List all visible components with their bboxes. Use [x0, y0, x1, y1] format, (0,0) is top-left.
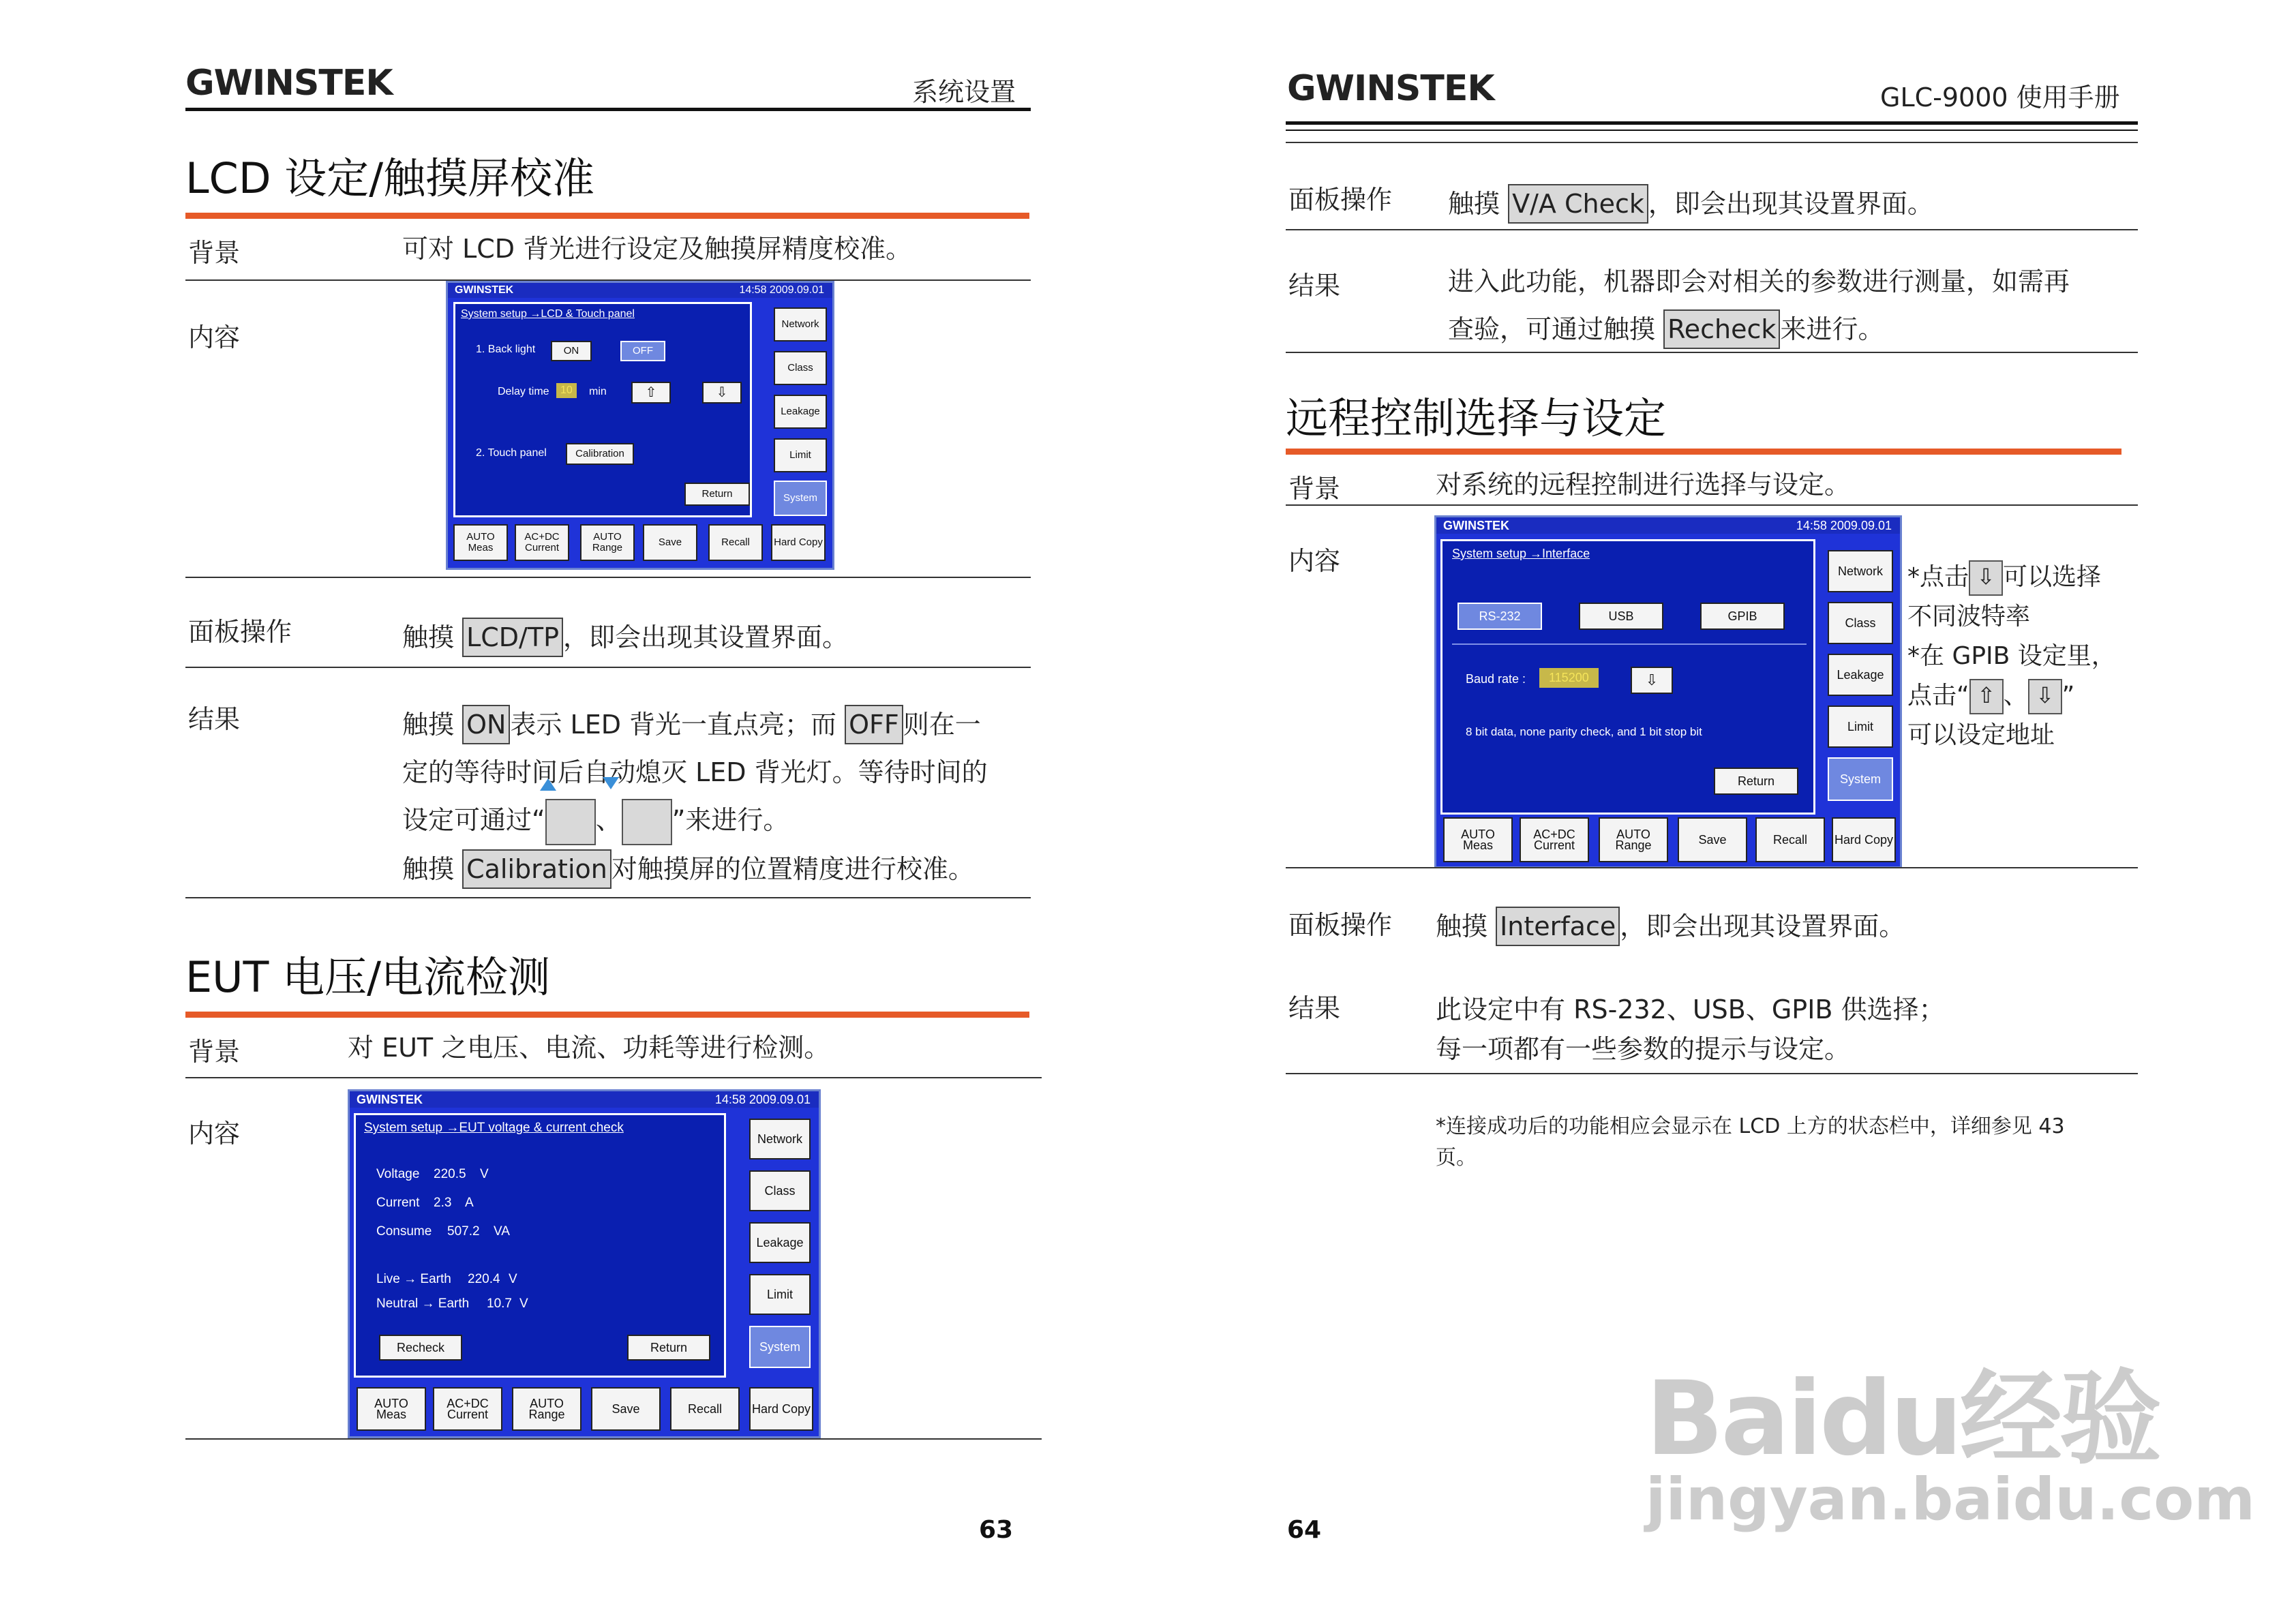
label-content-2: 内容	[188, 1119, 241, 1149]
va-check-key: V/A Check	[1508, 184, 1648, 224]
breadcrumb: System setup →LCD & Touch panel	[461, 308, 635, 320]
recheck-key: Recheck	[1663, 309, 1780, 349]
up-arrow-key	[545, 799, 596, 845]
bottom-auto-range-button-2[interactable]: AUTO Range	[512, 1387, 581, 1431]
label-content-3: 内容	[1288, 546, 1341, 576]
down-key-icon-2: ⇩	[2028, 679, 2062, 714]
section-title-eut: EUT 电压/电流检测	[185, 952, 551, 1002]
side-limit-button-3[interactable]: Limit	[1828, 706, 1893, 748]
side-class-button[interactable]: Class	[774, 351, 827, 385]
background-text-2: 对 EUT 之电压、电流、功耗等进行检测。	[348, 1033, 830, 1063]
page-header-right: GLC-9000 使用手册	[1880, 82, 2120, 112]
result-text-3: 此设定中有 RS-232、USB、GPIB 供选择； 每一项都有一些参数的提示与设定。	[1436, 995, 1945, 1064]
side-class-button-2[interactable]: Class	[749, 1170, 811, 1211]
background-text-3: 对系统的远程控制进行选择与设定。	[1436, 470, 1851, 500]
footnote: *连接成功后的功能相应会显示在 LCD 上方的状态栏中，详细参见 43 页。	[1436, 1114, 2065, 1170]
screen-status-bar	[448, 283, 832, 298]
side-network-button[interactable]: Network	[774, 307, 827, 342]
lcd-touch-screen	[446, 281, 834, 570]
recheck-button[interactable]: Recheck	[379, 1335, 462, 1361]
section-title-lcd: LCD 设定/触摸屏校准	[185, 153, 595, 203]
bottom-auto-meas-button-3[interactable]: AUTO Meas	[1443, 817, 1513, 862]
down-arrow-icon	[603, 777, 619, 789]
brand-logo-right: GWINSTEK	[1287, 68, 1494, 109]
side-leakage-button[interactable]: Leakage	[774, 395, 827, 429]
backlight-off-button[interactable]: OFF	[620, 341, 665, 361]
delay-unit: min	[589, 386, 607, 397]
eut-screen: GWINSTEK 14:58 2009.09.01 System setup →EUT voltage & current check Voltage 220.5 V Current 2.3 A Consume 507.2 VA Live → Earth 220.4 V Neutral → Earth 10.7 V Recheck Return Network Class Leakage Limit System AUTO Meas AC+DC Current AUTO Range Save Recall Hard Copy	[348, 1089, 821, 1438]
bottom-acdc-button[interactable]: AC+DC Current	[515, 524, 569, 561]
bottom-auto-range-button-3[interactable]: AUTO Range	[1599, 817, 1668, 862]
bottom-hard-copy-button[interactable]: Hard Copy	[771, 524, 826, 561]
screen-time: 14:58 2009.09.01	[739, 284, 824, 296]
bottom-hard-copy-button-2[interactable]: Hard Copy	[749, 1387, 813, 1431]
side-system-button[interactable]: System	[774, 481, 827, 516]
backlight-label: 1. Back light	[476, 344, 536, 355]
bottom-hard-copy-button-3[interactable]: Hard Copy	[1832, 817, 1896, 862]
bottom-auto-meas-button[interactable]: AUTO Meas	[453, 524, 508, 561]
breadcrumb-3: System setup →Interface	[1452, 547, 1590, 560]
current-value: 2.3	[434, 1196, 452, 1210]
label-content: 内容	[188, 322, 241, 352]
side-leakage-button-2[interactable]: Leakage	[749, 1222, 811, 1263]
bottom-auto-range-button[interactable]: AUTO Range	[580, 524, 635, 561]
touch-panel-label: 2. Touch panel	[476, 447, 547, 459]
page-number-left: 63	[979, 1516, 1014, 1544]
neutral-earth-value: 10.7	[487, 1296, 512, 1311]
baud-down-button[interactable]: ⇩	[1631, 667, 1673, 694]
side-class-button-3[interactable]: Class	[1828, 602, 1893, 644]
brand-logo: GWINSTEK	[185, 63, 393, 104]
return-button-3[interactable]: Return	[1714, 768, 1798, 795]
label-background-3: 背景	[1288, 474, 1341, 504]
page-number-right: 64	[1287, 1516, 1322, 1544]
bottom-save-button-3[interactable]: Save	[1678, 817, 1747, 862]
up-arrow-icon	[540, 778, 556, 791]
result-text: 触摸 ON 表示 LED 背光一直点亮；而 OFF 则在一 定的等待时间后自动熄灭 LED 背光灯。等待时间的 设定可通过“ 、 ”来进行。 触摸 Calibration 对触摸屏的位置精度进行校准。	[402, 701, 1043, 893]
side-notes: *点击 ⇩ 可以选择 不同波特率 *在 GPIB 设定里， 点击“ ⇧ 、 ⇩ ” 可以设定地址	[1907, 558, 2139, 755]
label-result-3: 结果	[1288, 993, 1341, 1023]
voltage-value: 220.5	[434, 1167, 466, 1181]
label-result: 结果	[188, 704, 241, 734]
calibration-button[interactable]: Calibration	[566, 443, 634, 465]
panel-op-text-right: 触摸 V/A Check ，即会出现其设置界面。	[1448, 180, 1933, 228]
backlight-on-button[interactable]: ON	[551, 341, 592, 361]
return-button-2[interactable]: Return	[627, 1335, 710, 1361]
interface-key: Interface	[1496, 907, 1620, 946]
label-background: 背景	[188, 238, 241, 268]
section-title-remote: 远程控制选择与设定	[1286, 393, 1667, 443]
panel-op-text-3: 触摸 Interface ，即会出现其设置界面。	[1436, 902, 1905, 950]
side-system-button-3[interactable]: System	[1828, 757, 1893, 801]
bottom-recall-button[interactable]: Recall	[708, 524, 763, 561]
label-result-right: 结果	[1288, 271, 1341, 301]
side-system-button-2[interactable]: System	[749, 1326, 811, 1368]
up-key-icon: ⇧	[1969, 679, 2004, 714]
lcd-tp-key: LCD/TP	[462, 618, 563, 657]
delay-up-button[interactable]: ⇧	[631, 382, 671, 404]
interface-screen: GWINSTEK 14:58 2009.09.01 System setup →Interface RS-232 USB GPIB Baud rate : 115200 ⇩ 8 bit data, none parity check, and 1 bit stop bit Return Network Class Leakage Limit System AUTO Meas AC+DC Current AUTO Range Save Recall Hard Copy	[1434, 515, 1902, 868]
side-limit-button-2[interactable]: Limit	[749, 1274, 811, 1315]
bottom-recall-button-3[interactable]: Recall	[1755, 817, 1825, 862]
side-network-button-2[interactable]: Network	[749, 1119, 811, 1159]
live-earth-value: 220.4	[468, 1272, 500, 1286]
consume-value: 507.2	[447, 1224, 480, 1239]
return-button[interactable]: Return	[684, 483, 750, 506]
rs232-button[interactable]: RS-232	[1457, 603, 1542, 630]
side-network-button-3[interactable]: Network	[1828, 550, 1893, 592]
watermark-logo: Baidu经验	[1646, 1360, 2160, 1478]
background-text: 可对 LCD 背光进行设定及触摸屏精度校准。	[402, 234, 912, 264]
label-panel-op-3: 面板操作	[1288, 910, 1393, 940]
bottom-acdc-button-3[interactable]: AC+DC Current	[1520, 817, 1589, 862]
label-panel-op: 面板操作	[188, 617, 292, 647]
side-leakage-button-3[interactable]: Leakage	[1828, 654, 1893, 696]
gpib-button[interactable]: GPIB	[1700, 603, 1785, 630]
bottom-save-button[interactable]: Save	[643, 524, 697, 561]
screen-brand: GWINSTEK	[455, 284, 514, 296]
breadcrumb-2: System setup →EUT voltage & current check	[364, 1121, 624, 1135]
label-panel-op-right: 面板操作	[1288, 185, 1393, 215]
label-background-2: 背景	[188, 1037, 241, 1067]
panel-op-text: 触摸 LCD/TP ，即会出现其设置界面。	[402, 613, 848, 661]
bottom-auto-meas-button-2[interactable]: AUTO Meas	[357, 1387, 426, 1431]
delay-down-button[interactable]: ⇩	[702, 382, 742, 404]
bottom-recall-button-2[interactable]: Recall	[670, 1387, 740, 1431]
bottom-save-button-2[interactable]: Save	[591, 1387, 661, 1431]
baud-rate-value[interactable]: 115200	[1539, 668, 1599, 688]
page-header: 系统设置	[912, 77, 1016, 107]
bottom-acdc-button-2[interactable]: AC+DC Current	[433, 1387, 502, 1431]
usb-button[interactable]: USB	[1579, 603, 1663, 630]
down-key-icon: ⇩	[1969, 560, 2003, 596]
serial-info: 8 bit data, none parity check, and 1 bit stop bit	[1466, 725, 1702, 738]
side-limit-button[interactable]: Limit	[774, 438, 827, 472]
down-arrow-key	[622, 799, 672, 845]
baud-rate-label: Baud rate :	[1466, 672, 1526, 686]
delay-time-label: Delay time	[498, 386, 549, 397]
delay-time-value[interactable]: 10	[556, 383, 577, 398]
watermark-url: jingyan.baidu.com	[1646, 1466, 2255, 1534]
result-text-right: 进入此功能，机器即会对相关的参数进行测量，如需再 查验，可通过触摸 Recheck 来进行。	[1448, 258, 2070, 353]
